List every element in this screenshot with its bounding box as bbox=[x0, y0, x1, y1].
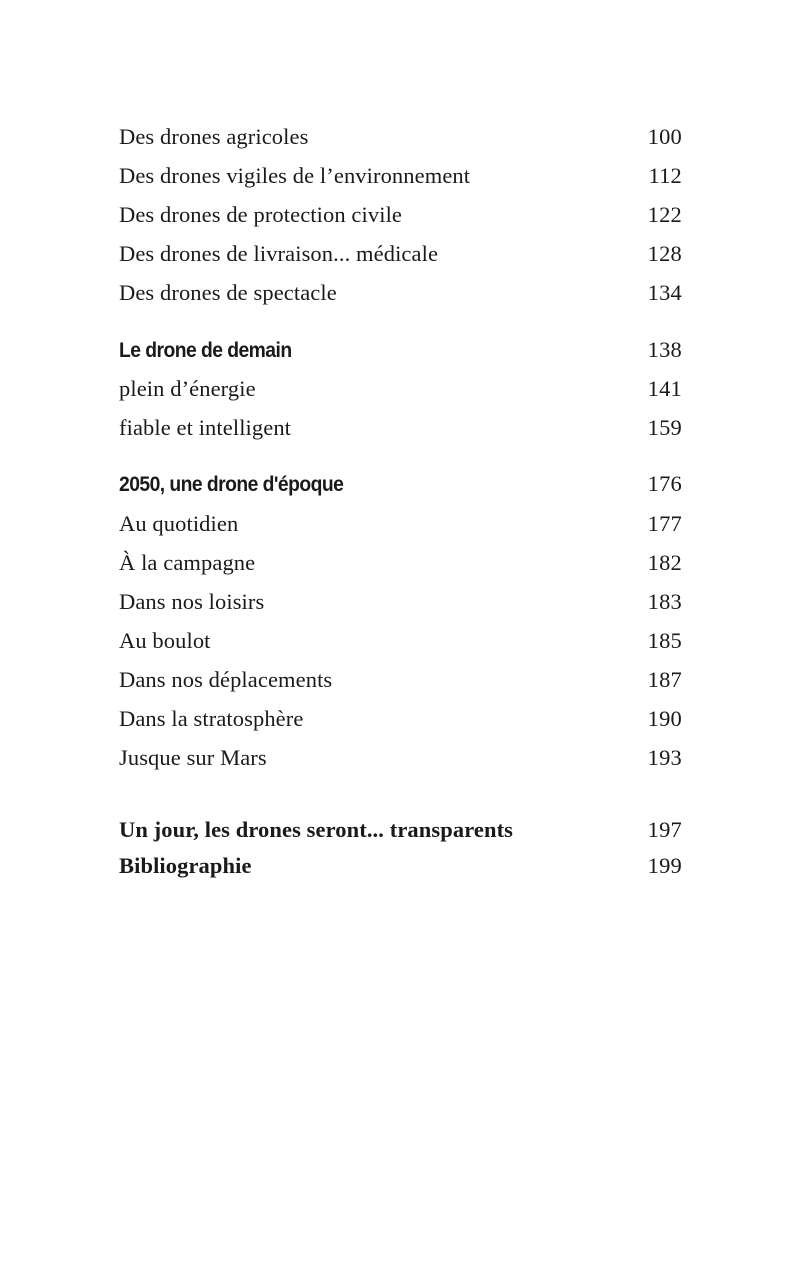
toc-entry-page: 176 bbox=[647, 471, 682, 496]
toc-section-heading-bibliographie bbox=[119, 853, 682, 879]
toc-entry-title: plein d’énergie bbox=[119, 376, 256, 401]
toc-entry-drones-vigiles bbox=[119, 163, 682, 189]
toc-entry-page: 183 bbox=[647, 589, 682, 614]
toc-entry-page: 112 bbox=[648, 163, 682, 188]
toc-entry-page: 199 bbox=[647, 853, 682, 878]
toc-section-heading-drone-de-demain bbox=[119, 337, 682, 364]
toc-entry-title: À la campagne bbox=[119, 550, 256, 575]
toc-entry-au-boulot bbox=[119, 628, 682, 654]
toc-entry-a-la-campagne bbox=[119, 550, 682, 576]
toc-entry-title: Des drones de livraison... médicale bbox=[119, 241, 439, 266]
toc-entry-fiable-intelligent bbox=[119, 415, 682, 441]
toc-entry-page: 185 bbox=[647, 628, 682, 653]
toc-entry-page: 134 bbox=[647, 280, 682, 305]
toc-entry-livraison-medicale bbox=[119, 241, 682, 267]
toc-entry-title: Au boulot bbox=[119, 628, 211, 653]
toc-entry-dans-nos-deplacements bbox=[119, 667, 682, 693]
toc-entry-page: 100 bbox=[647, 124, 682, 149]
toc-entry-page: 159 bbox=[647, 415, 682, 440]
toc-entry-page: 197 bbox=[647, 817, 682, 842]
toc-entry-plein-energie bbox=[119, 376, 682, 402]
toc-entry-jusque-sur-mars bbox=[119, 745, 682, 771]
toc-entry-drones-agricoles bbox=[119, 124, 682, 150]
toc-section-title: Bibliographie bbox=[119, 853, 252, 878]
toc-entry-page: 190 bbox=[647, 706, 682, 731]
toc-entry-dans-nos-loisirs bbox=[119, 589, 682, 615]
toc-entry-title: Dans nos loisirs bbox=[119, 589, 265, 614]
toc-section-title: Un jour, les drones seront... transparents bbox=[119, 817, 514, 842]
toc-entry-page: 193 bbox=[647, 745, 682, 770]
toc-entry-au-quotidien bbox=[119, 511, 682, 537]
toc-entry-spectacle bbox=[119, 280, 682, 306]
toc-entry-title: Des drones vigiles de l’environnement bbox=[119, 163, 471, 188]
toc-entry-title: Dans la stratosphère bbox=[119, 706, 304, 731]
toc-entry-title: Au quotidien bbox=[119, 511, 239, 536]
toc-entry-page: 128 bbox=[647, 241, 682, 266]
toc-entry-page: 122 bbox=[647, 202, 682, 227]
toc-entry-title: Des drones de spectacle bbox=[119, 280, 337, 305]
toc-entry-title: Dans nos déplacements bbox=[119, 667, 333, 692]
toc-entry-page: 138 bbox=[647, 337, 682, 362]
toc-section-heading-2050 bbox=[119, 471, 682, 498]
toc-entry-page: 182 bbox=[647, 550, 682, 575]
toc-entry-stratosphere bbox=[119, 706, 682, 732]
toc-entry-title: fiable et intelligent bbox=[119, 415, 292, 440]
toc-section-title: Le drone de demain bbox=[119, 339, 292, 362]
toc-entry-page: 141 bbox=[647, 376, 682, 401]
toc-entry-page: 177 bbox=[647, 511, 682, 536]
toc-section-title: 2050, une drone d'époque bbox=[119, 473, 344, 496]
toc-entry-title: Des drones de protection civile bbox=[119, 202, 403, 227]
table-of-contents bbox=[119, 0, 682, 1274]
toc-entry-protection-civile bbox=[119, 202, 682, 228]
toc-section-heading-un-jour bbox=[119, 817, 682, 843]
toc-entry-title: Jusque sur Mars bbox=[119, 745, 267, 770]
toc-entry-title: Des drones agricoles bbox=[119, 124, 309, 149]
toc-entry-page: 187 bbox=[647, 667, 682, 692]
